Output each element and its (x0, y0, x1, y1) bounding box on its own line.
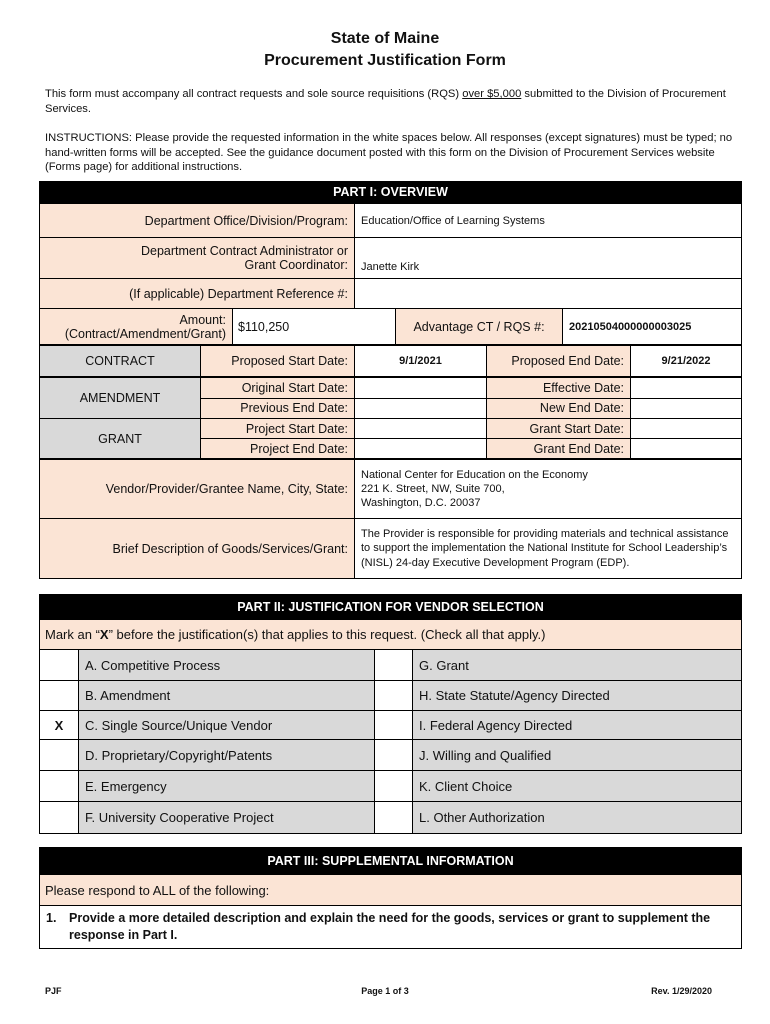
grant-row-label: GRANT (40, 419, 200, 458)
justification-option: D. Proprietary/Copyright/Patents (78, 740, 374, 770)
form-title-line1: State of Maine (330, 30, 440, 47)
justification-option: E. Emergency (78, 771, 374, 801)
project-start-field[interactable] (355, 419, 486, 438)
threshold-amount: over $5,000 (462, 88, 522, 100)
part2-instructions: Mark an “ X ” before the justification(s) that applies to this request. (Check all that apply.) (40, 619, 741, 649)
part3-supplemental-table (39, 847, 742, 949)
rqs-label: Advantage CT / RQS #: (395, 309, 562, 344)
new-end-label: New End Date: (487, 398, 630, 419)
justification-checkbox[interactable] (40, 681, 78, 710)
contract-admin-field[interactable]: Janette Kirk (354, 238, 741, 278)
contract-row-label: CONTRACT (40, 346, 200, 376)
justification-option: G. Grant (412, 650, 741, 680)
vendor-field[interactable]: National Center for Education on the Economy 221 K. Street, NW, Suite 700, Washington, D.C. 20037 (354, 460, 741, 518)
grant-start-label: Grant Start Date: (529, 421, 624, 436)
footer-form-code: PJF (45, 986, 62, 996)
dept-reference-field[interactable] (354, 279, 741, 308)
proposed-start-field[interactable]: 9/1/2021 (354, 346, 486, 376)
amendment-row-label: AMENDMENT (40, 378, 200, 418)
justification-option: I. Federal Agency Directed (412, 711, 741, 739)
description-field[interactable]: The Provider is responsible for providing materials and technical assistance to support the implementation the National Institute for School Leadership’s (NISL) 24-day Executive Development Program (EDP). (354, 519, 741, 578)
question-1 (40, 905, 741, 948)
proposed-start-label: Proposed Start Date: (200, 346, 354, 376)
dept-program-field[interactable]: Education/Office of Learning Systems (354, 204, 741, 237)
grant-end-label: Grant End Date: (487, 438, 630, 458)
part1-overview-table (39, 181, 742, 579)
new-end-field[interactable] (631, 398, 741, 419)
part3-header: PART III: SUPPLEMENTAL INFORMATION (40, 848, 741, 874)
part2-header: PART II: JUSTIFICATION FOR VENDOR SELECTION (40, 595, 741, 619)
dept-program-label: Department Office/Division/Program: (40, 204, 354, 237)
justification-option: L. Other Authorization (412, 802, 741, 833)
intro-paragraph: This form must accompany all contract requests and sole source requisitions (RQS) over $5,000 submitted to the Division of Procurement Services. (45, 88, 726, 115)
justification-row (40, 770, 741, 801)
question-1-text: Provide a more detailed description and explain the need for the goods, services or grant to supplement the response in Part I. (69, 911, 711, 942)
justification-option: J. Willing and Qualified (412, 740, 741, 770)
proposed-end-label: Proposed End Date: (486, 346, 630, 376)
description-label: Brief Description of Goods/Services/Grant: (40, 519, 354, 578)
justification-row (40, 710, 741, 739)
justification-checkbox[interactable]: X (40, 711, 78, 739)
justification-row (40, 739, 741, 770)
justification-option: H. State Statute/Agency Directed (412, 681, 741, 710)
effective-date-field[interactable] (631, 378, 741, 398)
justification-checkbox[interactable] (374, 681, 412, 710)
part2-justification-table (39, 594, 742, 834)
justification-checkbox[interactable] (374, 711, 412, 739)
justification-checkbox[interactable] (374, 650, 412, 680)
previous-end-label: Previous End Date: (201, 398, 354, 419)
vendor-label: Vendor/Provider/Grantee Name, City, State: (40, 460, 354, 518)
form-title-line2: Procurement Justification Form (264, 52, 506, 69)
project-start-label: Project Start Date: (245, 421, 348, 436)
question-1-number: 1. (46, 911, 57, 925)
contract-admin-label: Department Contract Administrator or Grant Coordinator: (40, 238, 354, 278)
justification-option: C. Single Source/Unique Vendor (78, 711, 374, 739)
footer-revision: Rev. 1/29/2020 (651, 986, 712, 996)
justification-checkbox[interactable] (374, 802, 412, 833)
justification-option: A. Competitive Process (78, 650, 374, 680)
justification-row (40, 801, 741, 833)
instructions-paragraph: INSTRUCTIONS: Please provide the requested information in the white spaces below. All responses (except signatures) must be typed; no hand-written forms will be accepted. See the guidance document posted with this form on the Division of Procurement Services website (Forms page) for additional instructions. (45, 132, 733, 173)
justification-checkbox[interactable] (40, 650, 78, 680)
grant-start-field[interactable] (631, 419, 741, 438)
project-end-label: Project End Date: (201, 438, 354, 458)
part1-header: PART I: OVERVIEW (40, 182, 741, 203)
effective-date-label: Effective Date: (542, 380, 624, 395)
proposed-end-field[interactable]: 9/21/2022 (630, 346, 741, 376)
justification-checkbox[interactable] (40, 740, 78, 770)
original-start-label: Original Start Date: (241, 380, 348, 395)
justification-row (40, 680, 741, 710)
justification-checkbox[interactable] (40, 802, 78, 833)
previous-end-field[interactable] (355, 398, 486, 419)
justification-option: K. Client Choice (412, 771, 741, 801)
rqs-field[interactable]: 20210504000000003025 (562, 309, 741, 344)
original-start-field[interactable] (355, 378, 486, 398)
grant-end-field[interactable] (631, 438, 741, 458)
part3-instructions: Please respond to ALL of the following: (40, 874, 741, 905)
justification-checkbox[interactable] (374, 771, 412, 801)
justification-row (40, 649, 741, 680)
footer-page-number: Page 1 of 3 (361, 986, 409, 996)
justification-checkbox[interactable] (374, 740, 412, 770)
justification-option: B. Amendment (78, 681, 374, 710)
justification-option: F. University Cooperative Project (78, 802, 374, 833)
amount-field[interactable]: $110,250 (232, 309, 395, 344)
project-end-field[interactable] (355, 438, 486, 458)
justification-options (40, 649, 741, 833)
justification-checkbox[interactable] (40, 771, 78, 801)
amount-label: Amount: (Contract/Amendment/Grant) (40, 309, 232, 344)
dept-reference-label: (If applicable) Department Reference #: (40, 279, 354, 308)
